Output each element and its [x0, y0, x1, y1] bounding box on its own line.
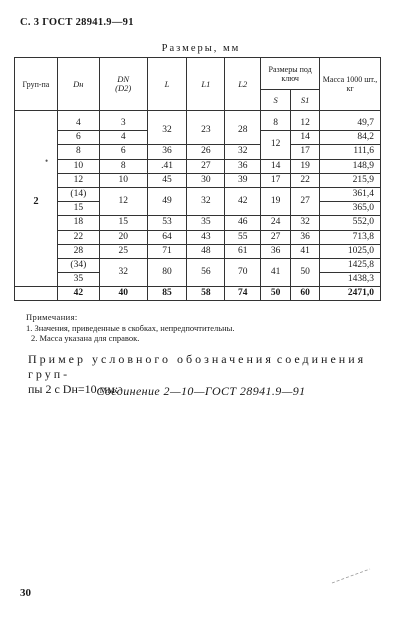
page-number: 30 — [20, 587, 31, 599]
cell-dn-outer: (34) — [57, 258, 99, 272]
cell-dn-outer: 4 — [57, 117, 99, 131]
cell-dn-outer: 18 — [57, 216, 99, 230]
cell-L2: 36 — [225, 159, 261, 173]
example-lead: Пример условного обозначения — [28, 352, 274, 366]
cell-L2: 39 — [225, 173, 261, 187]
cell-L2: 61 — [225, 244, 261, 258]
table-row — [15, 258, 381, 272]
cell-dn-outer: 28 — [57, 244, 99, 258]
cell-L: 85 — [147, 287, 187, 301]
pencil-stroke — [330, 565, 375, 585]
cell-dn-nominal: 6 — [99, 145, 147, 159]
col-S1-header: S1 — [291, 90, 320, 111]
cell-S1: 60 — [291, 287, 320, 301]
cell-L1: 48 — [187, 244, 225, 258]
cell-S1: 19 — [291, 159, 320, 173]
table-row — [15, 244, 381, 258]
dn-label: DN — [117, 74, 130, 84]
note-item: 1. Значения, приведенные в скобках, непредпочтительны. — [26, 322, 235, 333]
cell-S1: 27 — [291, 187, 320, 215]
cell-S: 50 — [261, 287, 291, 301]
cell-dn-outer: 8 — [57, 145, 99, 159]
cell-L1: 32 — [187, 187, 225, 215]
cell-mass: 361,4 — [320, 187, 381, 201]
cell-dn-nominal: 3 — [99, 117, 147, 131]
table-row — [15, 287, 381, 301]
cell-L2: 42 — [225, 187, 261, 215]
cell-mass: 111,6 — [320, 145, 381, 159]
cell-dn-outer: 10 — [57, 159, 99, 173]
notes — [26, 312, 235, 344]
cell-mass: 148,9 — [320, 159, 381, 173]
cell-S1: 17 — [291, 145, 320, 159]
note-item: 2. Масса указана для справок. — [31, 333, 140, 343]
cell-L: 64 — [147, 230, 187, 244]
cell-S1: 22 — [291, 173, 320, 187]
cell-dn-nominal: 40 — [99, 287, 147, 301]
cell-S: 8 — [261, 117, 291, 131]
cell-S: 41 — [261, 258, 291, 286]
cell-mass: 713,8 — [320, 230, 381, 244]
cell-S: 36 — [261, 244, 291, 258]
col-mass-header: Масса 1000 шт., кг — [320, 58, 381, 111]
col-dn-nominal-header — [99, 58, 147, 111]
example-text-1: соединения груп- — [28, 352, 367, 381]
cell-L1: 30 — [187, 173, 225, 187]
cell-S: 12 — [261, 131, 291, 159]
cell-dn-nominal: 4 — [99, 131, 147, 145]
cell-dn-nominal: 15 — [99, 216, 147, 230]
cell-dn-nominal: 32 — [99, 258, 147, 286]
cell-L1: 35 — [187, 216, 225, 230]
cell-mass: 49,7 — [320, 117, 381, 131]
cell-L1: 58 — [187, 287, 225, 301]
table-caption: Размеры, мм — [161, 43, 241, 54]
cell-S1: 32 — [291, 216, 320, 230]
col-dn-outer-header: Dн — [57, 58, 99, 111]
cell-L1: 26 — [187, 145, 225, 159]
cell-S: 14 — [261, 159, 291, 173]
cell-mass: 365,0 — [320, 202, 381, 216]
cell-L1: 56 — [187, 258, 225, 286]
cell-dn-outer: 12 — [57, 173, 99, 187]
cell-mass: 1025,0 — [320, 244, 381, 258]
table-row — [15, 145, 381, 159]
table-row — [15, 187, 381, 201]
table-row — [15, 173, 381, 187]
cell-L1: 27 — [187, 159, 225, 173]
cell-mass: 552,0 — [320, 216, 381, 230]
cell-L2: 28 — [225, 117, 261, 145]
cell-dn-nominal: 10 — [99, 173, 147, 187]
cell-dn-nominal: 25 — [99, 244, 147, 258]
cell-L2: 32 — [225, 145, 261, 159]
cell-L2: 55 — [225, 230, 261, 244]
col-key-sizes-header: Размеры под ключ — [261, 58, 320, 90]
cell-S1: 41 — [291, 244, 320, 258]
cell-S: 19 — [261, 187, 291, 215]
cell-L2: 74 — [225, 287, 261, 301]
cell-dn-outer: (14) — [57, 187, 99, 201]
cell-L: 36 — [147, 145, 187, 159]
col-L1-header: L1 — [187, 58, 225, 111]
cell-L: 80 — [147, 258, 187, 286]
cell-S1: 14 — [291, 131, 320, 145]
table-row — [15, 159, 381, 173]
dn-sub-label: (D2) — [115, 83, 132, 93]
cell-dn-outer: 22 — [57, 230, 99, 244]
cell-L: 32 — [147, 117, 187, 145]
table-row — [15, 230, 381, 244]
group-value: 2 — [15, 117, 58, 287]
cell-dn-nominal: 8 — [99, 159, 147, 173]
cell-mass: 1425,8 — [320, 258, 381, 272]
cell-S: 27 — [261, 230, 291, 244]
cell-L: .41 — [147, 159, 187, 173]
cell-L1: 23 — [187, 117, 225, 145]
table-row — [15, 117, 381, 131]
col-group-header: Груп-па — [15, 58, 58, 111]
cell-S1: 12 — [291, 117, 320, 131]
cell-L: 53 — [147, 216, 187, 230]
cell-S1: 36 — [291, 230, 320, 244]
cell-S1: 50 — [291, 258, 320, 286]
col-S-header: S — [261, 90, 291, 111]
cell-dn-outer: 15 — [57, 202, 99, 216]
cell-L2: 70 — [225, 258, 261, 286]
page-header: С. 3 ГОСТ 28941.9—91 — [20, 17, 134, 28]
dimensions-table — [14, 57, 381, 301]
cell-mass: 84,2 — [320, 131, 381, 145]
cell-L: 71 — [147, 244, 187, 258]
cell-L2: 46 — [225, 216, 261, 230]
table-row — [15, 216, 381, 230]
cell-mass: 215,9 — [320, 173, 381, 187]
cell-S: 24 — [261, 216, 291, 230]
cell-L: 45 — [147, 173, 187, 187]
cell-mass: 2471,0 — [320, 287, 381, 301]
cell-dn-outer: 42 — [57, 287, 99, 301]
notes-title: Примечания: — [26, 312, 78, 322]
col-L2-header: L2 — [225, 58, 261, 111]
cell-mass: 1438,3 — [320, 273, 381, 287]
cell-dn-outer: 6 — [57, 131, 99, 145]
cell-S: 17 — [261, 173, 291, 187]
stray-mark: • — [45, 156, 49, 166]
cell-L1: 43 — [187, 230, 225, 244]
cell-dn-outer: 35 — [57, 273, 99, 287]
cell-dn-nominal: 12 — [99, 187, 147, 215]
cell-L: 49 — [147, 187, 187, 215]
col-L-header: L — [147, 58, 187, 111]
cell-group-empty — [15, 287, 58, 301]
cell-dn-nominal: 20 — [99, 230, 147, 244]
designation: Соединение 2—10—ГОСТ 28941.9—91 — [96, 384, 306, 398]
example-text-2: пы 2 с Dн=10 мм: — [28, 382, 119, 396]
